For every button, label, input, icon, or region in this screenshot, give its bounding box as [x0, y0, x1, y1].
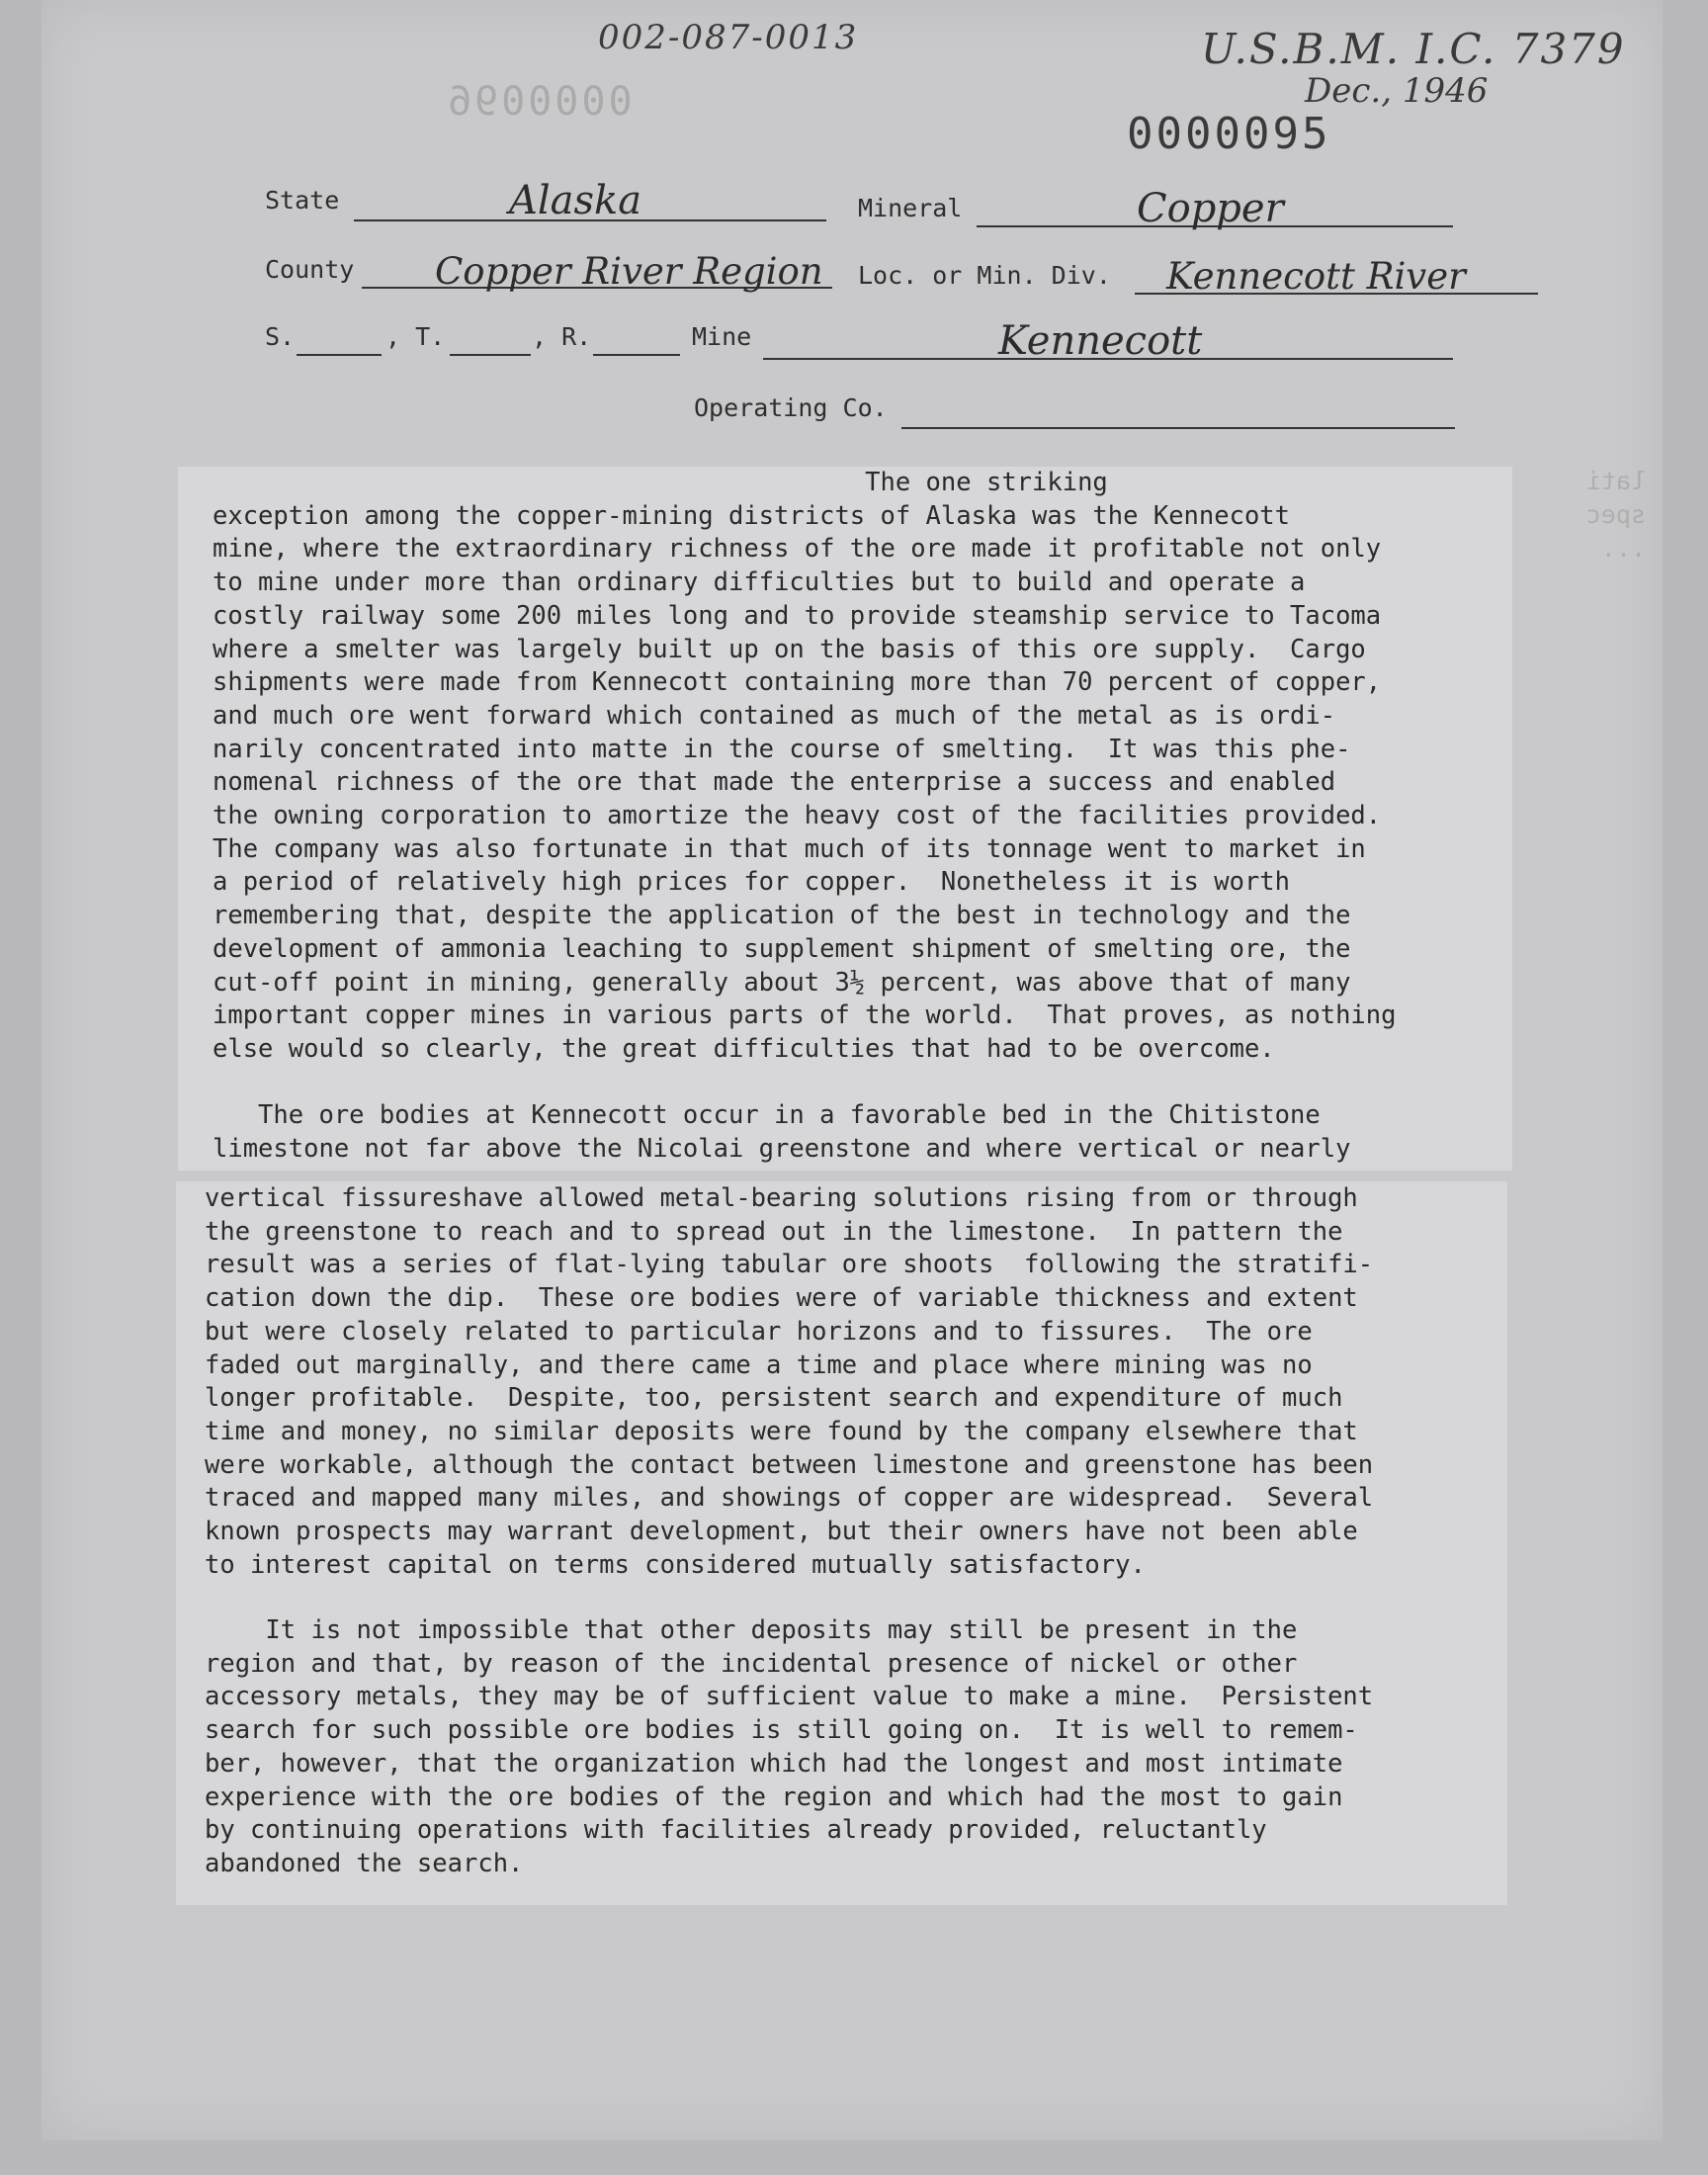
operating-co-line — [901, 427, 1455, 429]
section-label: S. — [265, 322, 296, 351]
operating-co-label: Operating Co. — [694, 393, 888, 422]
mine-value: Kennecott — [998, 318, 1203, 364]
mineral-value: Copper — [1137, 186, 1284, 231]
bleed-through-stamp: 0000096 — [445, 79, 633, 125]
loc-label: Loc. or Min. Div. — [858, 261, 1111, 290]
county-value: Copper River Region — [435, 250, 823, 293]
state-label: State — [265, 186, 340, 215]
paragraph-other-deposits: It is not impossible that other deposits may still be present in the region and that, by reason of the incidental presence of nickel or other accessory metals, they may be of sufficient value to make a mine. Persistent search for such possible ore bodies is still going on. It is well to remem- ber, however, that the organization which had the longest and most intimate experience with the ore bodies of the region and which had the most to gain by continuing operations with facilities already provided, reluctantly abandoned the search. — [205, 1615, 1374, 1878]
state-value: Alaska — [509, 178, 642, 223]
mine-label: Mine — [692, 322, 752, 351]
document-number: 002-087-0013 — [598, 18, 859, 57]
paragraph-ore-bodies: vertical fissureshave allowed metal-bearing solutions rising from or through the greenstone to reach and to spread out in the limestone. In pattern the result was a series of flat-lying tabular ore shoots following the stratifi- cation down the dip. These ore bodies were of variable thickness and extent but were closely related to particular horizons and to fissures. The ore faded out marginally, and there came a time and place where mining was no longer profitable. Despite, too, persistent search and expenditure of much time and money, no similar deposits were found by the company elsewhere that were workable, although the contact between limestone and greenstone has been traced and mapped many miles, and showings of copper are widespread. Several known prospects may warrant development, but their owners have not been able to interest capital on terms considered mutually satisfactory. — [205, 1183, 1374, 1580]
county-label: County — [265, 255, 355, 284]
township-label: , T. — [385, 322, 446, 351]
loc-value: Kennecott River — [1166, 255, 1466, 298]
range-label: , R. — [532, 322, 592, 351]
handwritten-date: Dec., 1946 — [1305, 71, 1489, 111]
mineral-label: Mineral — [858, 194, 963, 222]
section-line — [297, 354, 382, 356]
paragraph-kennecott-richness: The one striking exception among the copper-mining districts of Alaska was the Kennecott mine, where the extraordinary richness of the ore made it profitable not only to mine under more than ordinary difficulties but to build and operate a costly railway some 200 miles long and to provide steamship service to Tacoma where a smelter was largely built up on the basis of this ore supply. Cargo shipments were made from Kennecott containing more than 70 percent of copper, and much ore went forward which contained as much of the metal as is ordi- narily concentrated into matte in the course of smelting. It was this phe- nomenal richness of the ore that made the enterprise a success and enabled the owning corporation to amortize the heavy cost of the facilities provided. The company was also fortunate in that much of its tonnage went to market in a period of relatively high prices for copper. Nonetheless it is worth remembering that, despite the application of the best in technology and the development of ammonia leaching to supplement shipment of smelting ore, the cut-off point in mining, generally about 3½ percent, was above that of many important copper mines in various parts of the world. That proves, as nothing else would so clearly, the great difficulties that had to be overcome. The ore bodies at Kennecott occur in a favorable bed in the Chitistone limestone not far above the Nicolai greenstone and where vertical or nearly — [213, 468, 1397, 1165]
bleed-through-text: lati spec ... — [1585, 467, 1646, 563]
page-number-stamp: 0000095 — [1127, 109, 1331, 159]
bureau-reference: U.S.B.M. I.C. 7379 — [1201, 25, 1626, 73]
range-line — [593, 354, 680, 356]
township-line — [450, 354, 531, 356]
